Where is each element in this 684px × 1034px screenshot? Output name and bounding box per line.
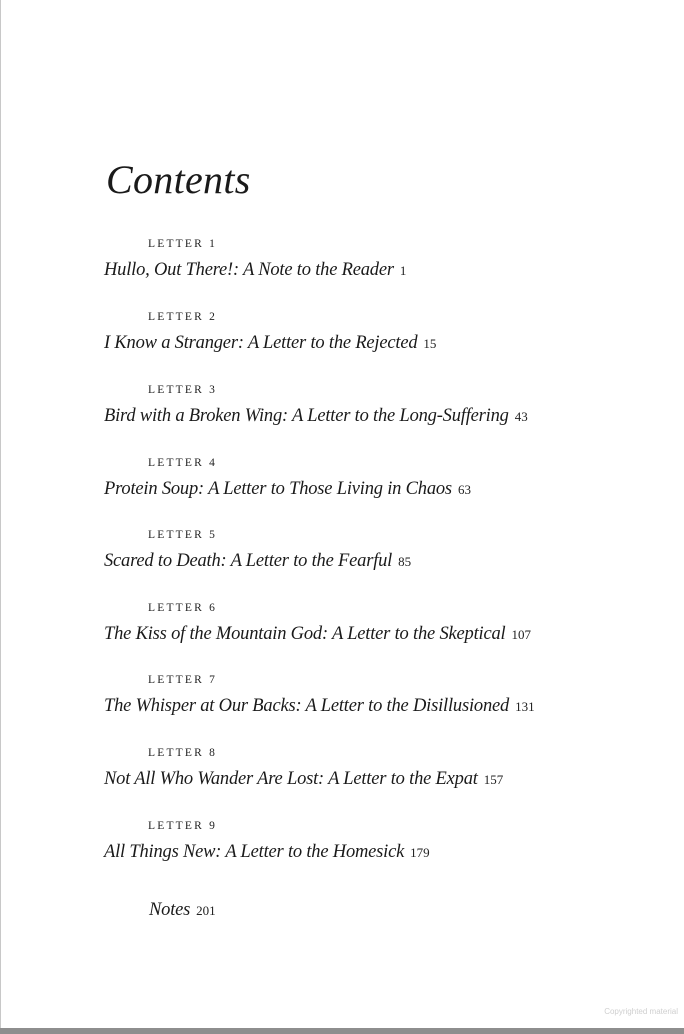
letter-label: LETTER 9	[148, 820, 218, 832]
entry-line	[104, 404, 664, 429]
entry-line	[104, 331, 664, 356]
toc-entry	[104, 600, 664, 647]
page-number: 43	[514, 409, 528, 424]
toc-entry	[104, 527, 664, 574]
page-number: 85	[398, 554, 412, 569]
page-number: 63	[457, 482, 471, 497]
entry-title: Bird with a Broken Wing: A Letter to the Long-Suffering	[104, 406, 509, 426]
letter-label: LETTER 3	[148, 384, 218, 396]
toc-entry	[104, 309, 664, 356]
entry-title: Scared to Death: A Letter to the Fearful	[104, 551, 393, 571]
page-number: 179	[410, 845, 430, 860]
entry-line	[104, 694, 664, 719]
notes-entry	[149, 898, 216, 923]
letter-label: LETTER 6	[148, 602, 218, 614]
entry-line	[104, 767, 664, 792]
toc-entry	[104, 745, 664, 792]
entry-title: Protein Soup: A Letter to Those Living in Chaos	[104, 479, 452, 499]
toc-entry	[104, 818, 664, 865]
page-number: 15	[423, 336, 437, 351]
page-edge	[0, 0, 1, 1028]
bottom-scroll-bar	[0, 1028, 684, 1034]
entry-line	[104, 549, 664, 574]
notes-title: Notes	[149, 900, 191, 920]
entry-title: All Things New: A Letter to the Homesick	[104, 842, 405, 862]
toc-entry	[104, 236, 664, 283]
page-number: 107	[511, 627, 531, 642]
entry-line	[104, 477, 664, 502]
page-number: 1	[399, 263, 407, 278]
copyright-watermark: Copyrighted material	[604, 1007, 678, 1016]
entry-title: The Whisper at Our Backs: A Letter to the Disillusioned	[104, 696, 510, 716]
entry-line	[104, 258, 664, 283]
page-number: 131	[515, 699, 535, 714]
entry-title: I Know a Stranger: A Letter to the Rejected	[104, 333, 418, 353]
page-title: Contents	[106, 157, 251, 202]
toc-entry	[104, 382, 664, 429]
entry-title: Hullo, Out There!: A Note to the Reader	[104, 260, 394, 280]
page-number: 157	[483, 772, 504, 787]
letter-label: LETTER 2	[148, 311, 218, 323]
entry-title: The Kiss of the Mountain God: A Letter to the Skeptical	[104, 624, 506, 644]
toc-entry	[104, 455, 664, 502]
letter-label: LETTER 4	[148, 457, 218, 469]
entry-line	[104, 840, 664, 865]
notes-page-number: 201	[196, 903, 216, 918]
toc-entry	[104, 672, 664, 719]
letter-label: LETTER 1	[148, 238, 218, 250]
letter-label: LETTER 8	[148, 747, 218, 759]
entry-line	[104, 622, 664, 647]
letter-label: LETTER 5	[148, 529, 218, 541]
letter-label: LETTER 7	[148, 674, 218, 686]
entry-title: Not All Who Wander Are Lost: A Letter to the Expat	[104, 769, 478, 789]
